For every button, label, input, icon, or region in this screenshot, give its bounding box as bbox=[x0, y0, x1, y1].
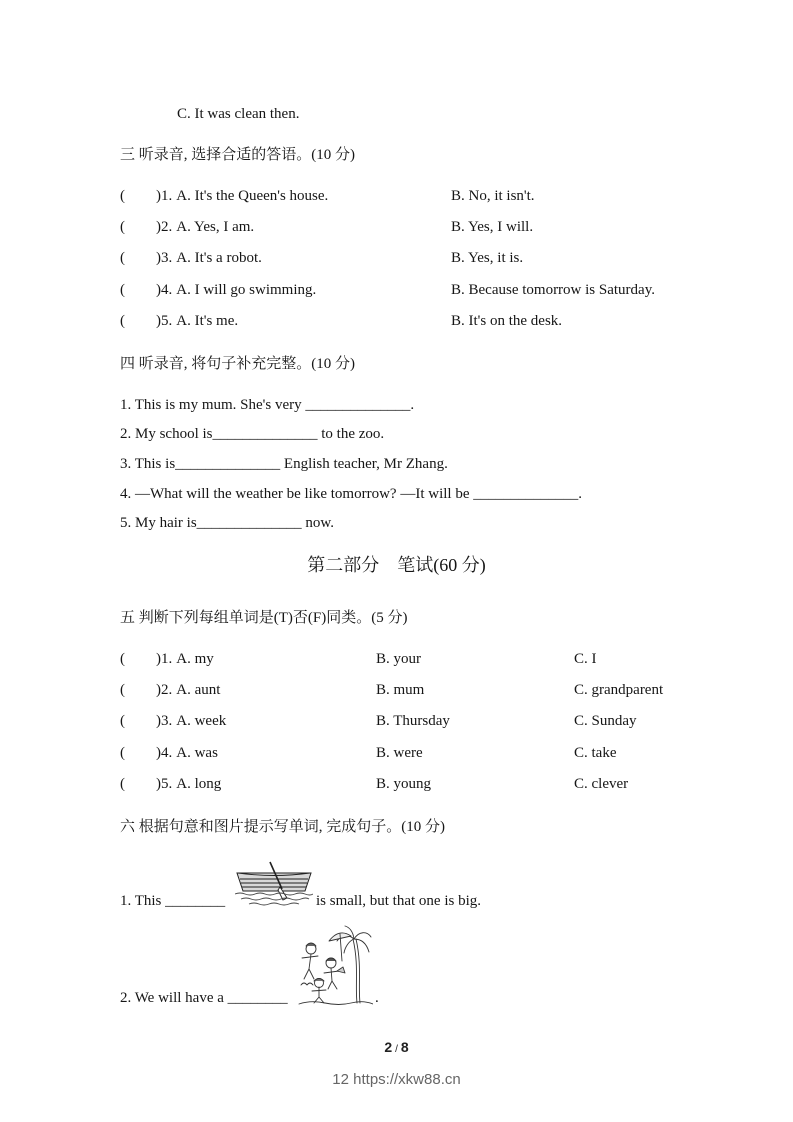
listening-choice-item bbox=[0, 248, 793, 268]
footer-watermark: 12 https://xkw88.cn bbox=[332, 1071, 461, 1088]
word-c: C. take bbox=[574, 745, 617, 761]
answer-bracket-open: ( bbox=[120, 713, 125, 729]
option-a: A. Yes, I am. bbox=[176, 219, 255, 235]
word-group-item bbox=[0, 774, 793, 794]
word-b: B. Thursday bbox=[376, 713, 450, 729]
word-group-item bbox=[0, 743, 793, 763]
listening-choice-item bbox=[0, 311, 793, 331]
option-b: B. Because tomorrow is Saturday. bbox=[451, 282, 655, 298]
word-b: B. your bbox=[376, 651, 421, 667]
answer-bracket-open: ( bbox=[120, 682, 125, 698]
fill-in-sentence: 2. My school is______________ to the zoo. bbox=[120, 426, 385, 442]
answer-bracket-close: ) bbox=[156, 250, 161, 266]
question-body bbox=[156, 774, 221, 794]
section-3-heading: 三 听录音, 选择合适的答语。(10 分) bbox=[120, 147, 355, 163]
word-a: A. aunt bbox=[176, 682, 221, 698]
question-body bbox=[156, 217, 254, 237]
answer-bracket-close: ) bbox=[156, 282, 161, 298]
word-a: A. was bbox=[176, 745, 218, 761]
word-c: C. Sunday bbox=[574, 713, 637, 729]
answer-bracket-open: ( bbox=[120, 282, 125, 298]
word-group-item bbox=[0, 680, 793, 700]
word-group-item bbox=[0, 649, 793, 669]
question-number: 5. bbox=[161, 776, 173, 792]
picture-sentence-end: is small, but that one is big. bbox=[316, 893, 481, 909]
boat-illustration bbox=[235, 861, 313, 909]
option-b: B. It's on the desk. bbox=[451, 313, 563, 329]
picture-sentence-start: 1. This ________ bbox=[120, 893, 226, 909]
option-a: A. It's me. bbox=[176, 313, 239, 329]
answer-bracket-open: ( bbox=[120, 776, 125, 792]
answer-bracket-open: ( bbox=[120, 219, 125, 235]
word-a: A. week bbox=[176, 713, 227, 729]
listening-choice-item bbox=[0, 217, 793, 237]
question-number: 4. bbox=[161, 282, 173, 298]
question-body bbox=[156, 680, 220, 700]
word-a: A. my bbox=[176, 651, 214, 667]
listening-choice-item bbox=[0, 280, 793, 300]
picture-sentence-end: . bbox=[375, 990, 379, 1006]
picnic-illustration bbox=[297, 925, 373, 1005]
word-c: C. grandparent bbox=[574, 682, 664, 698]
previous-question-option-c: C. It was clean then. bbox=[177, 106, 300, 122]
answer-bracket-close: ) bbox=[156, 219, 161, 235]
answer-bracket-open: ( bbox=[120, 745, 125, 761]
picture-sentence-start: 2. We will have a ________ bbox=[120, 990, 288, 1006]
fill-in-sentence: 5. My hair is______________ now. bbox=[120, 515, 335, 531]
fill-in-sentence: 1. This is my mum. She's very ______________. bbox=[120, 397, 415, 413]
question-number: 4. bbox=[161, 745, 173, 761]
question-number: 5. bbox=[161, 313, 173, 329]
question-body bbox=[156, 248, 262, 268]
answer-bracket-close: ) bbox=[156, 776, 161, 792]
page-total: 8 bbox=[400, 1039, 409, 1055]
question-number: 3. bbox=[161, 250, 173, 266]
answer-bracket-close: ) bbox=[156, 713, 161, 729]
section-4-heading: 四 听录音, 将句子补充完整。(10 分) bbox=[120, 356, 355, 372]
word-b: B. young bbox=[376, 776, 432, 792]
page-separator: / bbox=[395, 1044, 398, 1055]
question-body bbox=[156, 711, 226, 731]
answer-bracket-open: ( bbox=[120, 188, 125, 204]
word-c: C. clever bbox=[574, 776, 629, 792]
question-body bbox=[156, 280, 316, 300]
option-a: A. It's the Queen's house. bbox=[176, 188, 329, 204]
answer-bracket-close: ) bbox=[156, 651, 161, 667]
word-b: B. mum bbox=[376, 682, 425, 698]
word-b: B. were bbox=[376, 745, 423, 761]
question-number: 3. bbox=[161, 713, 173, 729]
word-group-item bbox=[0, 711, 793, 731]
answer-bracket-close: ) bbox=[156, 188, 161, 204]
question-body bbox=[156, 186, 328, 206]
question-number: 2. bbox=[161, 682, 173, 698]
fill-in-sentence: 3. This is______________ English teacher, Mr Zhang. bbox=[120, 456, 448, 472]
option-a: A. It's a robot. bbox=[176, 250, 262, 266]
page-number bbox=[0, 1037, 793, 1060]
question-number: 2. bbox=[161, 219, 173, 235]
option-b: B. Yes, I will. bbox=[451, 219, 534, 235]
option-a: A. I will go swimming. bbox=[176, 282, 317, 298]
question-body bbox=[156, 649, 214, 669]
answer-bracket-close: ) bbox=[156, 682, 161, 698]
question-number: 1. bbox=[161, 651, 173, 667]
question-body bbox=[156, 743, 218, 763]
question-number: 1. bbox=[161, 188, 173, 204]
answer-bracket-close: ) bbox=[156, 313, 161, 329]
section-5-heading: 五 判断下列每组单词是(T)否(F)同类。(5 分) bbox=[120, 610, 408, 626]
answer-bracket-open: ( bbox=[120, 651, 125, 667]
option-b: B. Yes, it is. bbox=[451, 250, 524, 266]
section-6-heading: 六 根据句意和图片提示写单词, 完成句子。(10 分) bbox=[120, 819, 445, 835]
fill-in-sentence: 4. —What will the weather be like tomorrow? —It will be ______________. bbox=[120, 486, 582, 502]
answer-bracket-open: ( bbox=[120, 250, 125, 266]
answer-bracket-close: ) bbox=[156, 745, 161, 761]
question-body bbox=[156, 311, 238, 331]
word-a: A. long bbox=[176, 776, 222, 792]
listening-choice-item bbox=[0, 186, 793, 206]
answer-bracket-open: ( bbox=[120, 313, 125, 329]
part-2-heading: 第二部分 笔试(60 分) bbox=[307, 555, 486, 575]
page-current: 2 bbox=[384, 1039, 393, 1055]
option-b: B. No, it isn't. bbox=[451, 188, 535, 204]
word-c: C. I bbox=[574, 651, 597, 667]
